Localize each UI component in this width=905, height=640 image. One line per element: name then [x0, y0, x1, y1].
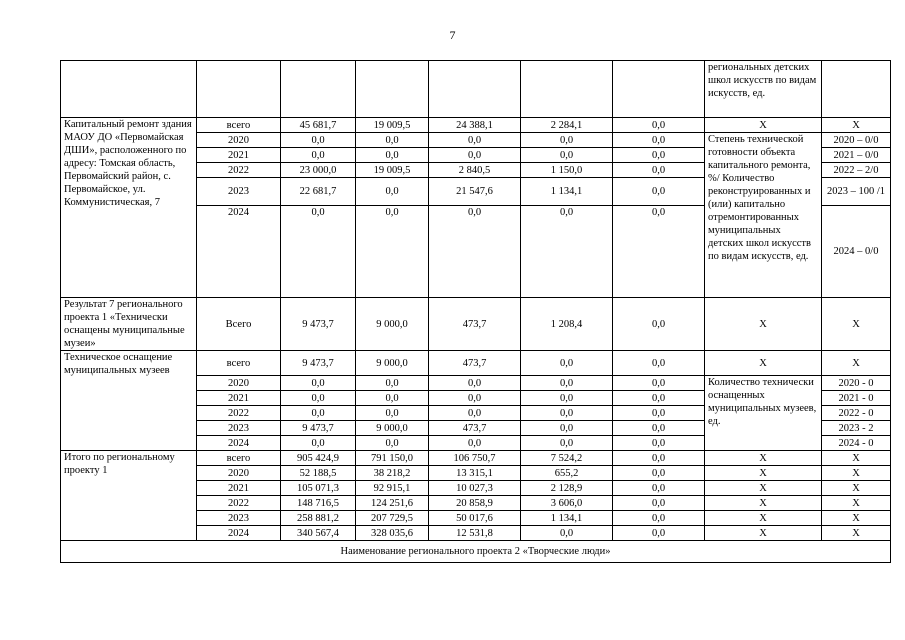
table-row: 2020 52 188,5 38 218,2 13 315,1 655,2 0,0 X X: [61, 466, 891, 481]
table-row: 2021 0,0 0,0 0,0 0,0 0,0 2021 – 0/0: [61, 148, 891, 163]
table-row: Капитальный ремонт здания МАОУ ДО «Первомайская ДШИ», расположенного по адресу: Томская область, Первомайский район, с. Первомайское, ул. Коммунистическая, 7 всего 45 681,7 19 009,5 24 388,1 2 284,1 0,0 X X: [61, 118, 891, 133]
table-row: 2024 340 567,4 328 035,6 12 531,8 0,0 0,0 X X: [61, 526, 891, 541]
table-row: 2023 258 881,2 207 729,5 50 017,6 1 134,1 0,0 X X: [61, 511, 891, 526]
name-cell: Техническое оснащение муниципальных музеев: [61, 351, 197, 451]
name-cell: Капитальный ремонт здания МАОУ ДО «Первомайская ДШИ», расположенного по адресу: Томская область, Первомайский район, с. Первомайское, ул. Коммунистическая, 7: [61, 118, 197, 298]
table-row: 2022 0,0 0,0 0,0 0,0 0,0 2022 - 0: [61, 406, 891, 421]
table-row: Итого по региональному проекту 1 всего 905 424,9 791 150,0 106 750,7 7 524,2 0,0 X X: [61, 451, 891, 466]
table-row: 2024 0,0 0,0 0,0 0,0 0,0 2024 - 0: [61, 436, 891, 451]
indicator-cell: региональных детских школ искусств по видам искусств, ед.: [705, 61, 822, 118]
page-number: 7: [449, 28, 456, 42]
indicator-cell: Степень технической готовности объекта капитального ремонта, %/ Количество реконструированных и (или) капитально отремонтированных муниципальных детских школ искусств по видам искусств, ед.: [705, 133, 822, 298]
table-row: 2023 22 681,7 0,0 21 547,6 1 134,1 0,0 2023 – 100 /1: [61, 178, 891, 206]
table-row: 2021 105 071,3 92 915,1 10 027,3 2 128,9 0,0 X X: [61, 481, 891, 496]
table-row: Результат 7 регионального проекта 1 «Технически оснащены муниципальные музеи» Всего 9 473,7 9 000,0 473,7 1 208,4 0,0 X X: [61, 298, 891, 351]
table-row: 2020 0,0 0,0 0,0 0,0 0,0 Количество технически оснащенных муниципальных музеев, ед. 2020 - 0: [61, 376, 891, 391]
table-row: [61, 61, 891, 118]
budget-table: [60, 60, 891, 563]
table-row: 2022 148 716,5 124 251,6 20 858,9 3 606,0 0,0 X X: [61, 496, 891, 511]
table-row: 2020 0,0 0,0 0,0 0,0 0,0 Степень технической готовности объекта капитального ремонта, %/ Количество реконструированных и (или) капитально отремонтированных муниципальных детских школ искусств по видам искусств, ед. 2020 – 0/0: [61, 133, 891, 148]
section-heading: Наименование регионального проекта 2 «Творческие люди»: [61, 541, 891, 563]
table-row: Техническое оснащение муниципальных музеев всего 9 473,7 9 000,0 473,7 0,0 0,0 X X: [61, 351, 891, 376]
name-cell: [61, 61, 197, 118]
name-cell: Итого по региональному проекту 1: [61, 451, 197, 541]
indicator-cell: Количество технически оснащенных муниципальных музеев, ед.: [705, 376, 822, 451]
table-row: 2024 0,0 0,0 0,0 0,0 0,0 2024 – 0/0: [61, 206, 891, 298]
table-row: [61, 541, 891, 563]
name-cell: Результат 7 регионального проекта 1 «Технически оснащены муниципальные музеи»: [61, 298, 197, 351]
table-row: 2021 0,0 0,0 0,0 0,0 0,0 2021 - 0: [61, 391, 891, 406]
table-row: 2022 23 000,0 19 009,5 2 840,5 1 150,0 0,0 2022 – 2/0: [61, 163, 891, 178]
table-row: 2023 9 473,7 9 000,0 473,7 0,0 0,0 2023 - 2: [61, 421, 891, 436]
